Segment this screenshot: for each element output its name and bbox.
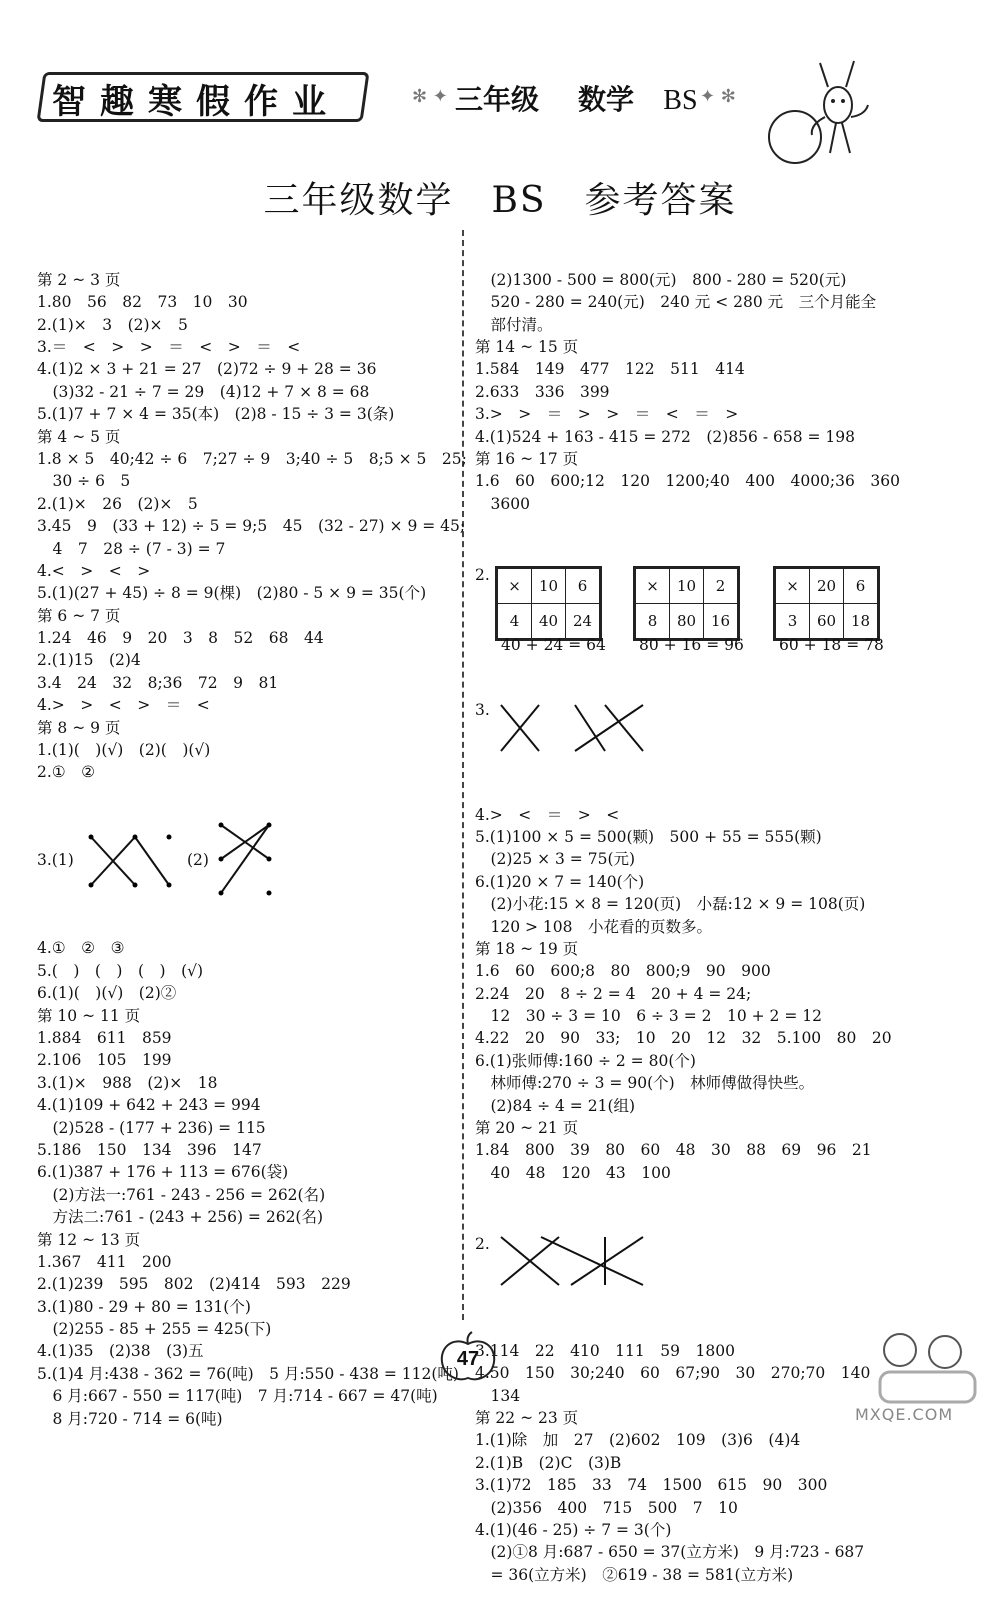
answer-line: 4.> < ＝ > < <box>475 805 620 824</box>
answer-line: 1.6 60 600;8 80 800;9 90 900 <box>475 962 771 981</box>
answer-line: 2.① ② <box>37 763 96 782</box>
section-heading: 第 8 ~ 9 页 <box>37 718 121 737</box>
answer-line: 方法二:761 - (243 + 256) = 262(名) <box>37 1208 324 1227</box>
answer-line: (2)356 400 715 500 7 10 <box>475 1498 738 1517</box>
answer-line: (2)1300 - 500 = 800(元) 800 - 280 = 520(元) <box>475 270 847 289</box>
table-sum: 60 + 18 = 78 <box>779 635 884 654</box>
section-heading: 第 18 ~ 19 页 <box>475 939 579 958</box>
answer-line: 2.106 105 199 <box>37 1051 172 1070</box>
table-cell: 16 <box>704 603 738 638</box>
table-cell: 60 <box>810 603 844 638</box>
table-cell: × <box>636 568 670 603</box>
answer-line: 4.(1)109 + 642 + 243 = 994 <box>37 1096 261 1115</box>
answer-line: 2.(1)× 3 (2)× 5 <box>37 315 188 334</box>
answer-line: 6.(1)张师傅:160 ÷ 2 = 80(个) <box>475 1051 696 1070</box>
column-divider <box>462 230 464 1320</box>
answer-line: 6 月:667 - 550 = 117(吨) 7 月:714 - 667 = 47(吨) <box>37 1387 438 1406</box>
multiplication-table <box>773 566 880 641</box>
table-cell: 2 <box>704 568 738 603</box>
answer-line: 1.(1)除 加 27 (2)602 109 (3)6 (4)4 <box>475 1431 801 1450</box>
table-cell: 4 <box>498 603 532 638</box>
answer-line: 3.(1)80 - 29 + 80 = 131(个) <box>37 1297 251 1316</box>
answer-line: 1.80 56 82 73 10 30 <box>37 293 248 312</box>
matching-lines-icon <box>85 831 175 891</box>
table-cell: 40 <box>532 603 566 638</box>
table-cell: 80 <box>670 603 704 638</box>
answer-line: 6.(1)20 × 7 = 140(个) <box>475 872 645 891</box>
answer-line: 3.4 24 32 8;36 72 9 81 <box>37 673 279 692</box>
answer-line: 5.( ) ( ) ( ) (√) <box>37 961 204 980</box>
answer-line: 1.367 411 200 <box>37 1252 172 1271</box>
answer-line: (2)528 - (177 + 236) = 115 <box>37 1118 266 1137</box>
answer-line: 520 - 280 = 240(元) 240 元 < 280 元 三个月能全 <box>475 293 877 312</box>
table-cell: 10 <box>532 568 566 603</box>
section-heading: 第 16 ~ 17 页 <box>475 449 579 468</box>
star-decoration-icon: ✻ ✦ <box>412 86 448 107</box>
page-number: 47 <box>456 1348 480 1370</box>
section-heading: 第 14 ~ 15 页 <box>475 337 579 356</box>
table-cell: 8 <box>636 603 670 638</box>
star-decoration-icon: ✦ ✻ <box>700 86 736 107</box>
answer-line: 4.22 20 90 33; 10 20 12 32 5.100 80 20 <box>475 1029 892 1048</box>
answer-line: 120 > 108 小花看的页数多。 <box>475 917 713 936</box>
header-banner <box>30 60 360 130</box>
answer-line: 3.114 22 410 111 59 1800 <box>475 1341 735 1360</box>
answer-line: = 36(立方米) ②619 - 38 = 581(立方米) <box>475 1565 794 1584</box>
answer-line: 部付清。 <box>475 315 553 334</box>
answer-line: 4.(1)35 (2)38 (3)五 <box>37 1342 204 1361</box>
matching-lines-icon <box>215 819 275 899</box>
table-cell: 18 <box>844 603 878 638</box>
answer-line: 1.84 800 39 80 60 48 30 88 69 96 21 <box>475 1141 872 1160</box>
header-grade: 三年级 <box>455 83 540 116</box>
page-title: 三年级数学 BS 参考答案 <box>263 180 737 221</box>
answer-line: 1.24 46 9 20 3 8 52 68 44 <box>37 629 324 648</box>
answer-line: 3600 <box>475 494 530 513</box>
answer-line: 4.50 150 30;240 60 67;90 30 270;70 140 <box>475 1364 871 1383</box>
tables-label: 2. <box>475 565 490 584</box>
matching-label: 3.(1) <box>37 850 74 869</box>
multiplication-table <box>633 566 740 641</box>
answer-line: 4.> > < > ＝ < <box>37 696 210 715</box>
matching-label: 3. <box>475 700 490 719</box>
answer-line: 1.8 × 5 40;42 ÷ 6 7;27 ÷ 9 3;40 ÷ 5 8;5 × 5 25; <box>37 449 467 468</box>
answer-line: (2)84 ÷ 4 = 21(组) <box>475 1096 636 1115</box>
table-cell: 3 <box>776 603 810 638</box>
section-heading: 第 2 ~ 3 页 <box>37 270 121 289</box>
matching-lines-icon <box>493 701 653 755</box>
answer-line: 3.(1)× 988 (2)× 18 <box>37 1073 218 1092</box>
multiplication-table <box>495 566 602 641</box>
answer-line: 4.① ② ③ <box>37 939 125 958</box>
answer-line: (3)32 - 21 ÷ 7 = 29 (4)12 + 7 × 8 = 68 <box>37 382 370 401</box>
table-sum: 80 + 16 = 96 <box>639 635 744 654</box>
answer-line: 30 ÷ 6 5 <box>37 472 131 491</box>
section-heading: 第 6 ~ 7 页 <box>37 606 121 625</box>
answer-line: 2.(1)15 (2)4 <box>37 651 141 670</box>
answer-line: 8 月:720 - 714 = 6(吨) <box>37 1409 223 1428</box>
answer-line: 林师傅:270 ÷ 3 = 90(个) 林师傅做得快些。 <box>475 1074 815 1093</box>
answer-line: 2.633 336 399 <box>475 382 610 401</box>
table-cell: 24 <box>566 603 600 638</box>
answer-line: 2.24 20 8 ÷ 2 = 4 20 + 4 = 24; <box>475 984 752 1003</box>
table-sum: 40 + 24 = 64 <box>501 635 606 654</box>
matching-label: 2. <box>475 1235 490 1253</box>
answer-line: 12 30 ÷ 3 = 10 6 ÷ 3 = 2 10 + 2 = 12 <box>475 1007 822 1026</box>
answer-line: 6.(1)( )(√) (2)② <box>37 984 177 1003</box>
answer-line: 3.> > ＝ > > ＝ < ＝ > <box>475 405 739 424</box>
answer-line: 4.(1)2 × 3 + 21 = 27 (2)72 ÷ 9 + 28 = 36 <box>37 360 377 379</box>
answer-line: 134 <box>475 1386 521 1405</box>
matching-label: (2) <box>187 850 209 869</box>
answer-line: 1.884 611 859 <box>37 1028 172 1047</box>
table-cell: 6 <box>566 568 600 603</box>
answer-line: 5.(1)4 月:438 - 362 = 76(吨) 5 月:550 - 438 = 112(吨) <box>37 1364 459 1383</box>
right-matching-block-2 <box>475 1229 965 1295</box>
answer-line: (2)255 - 85 + 255 = 425(下) <box>37 1320 272 1339</box>
table-cell: 20 <box>810 568 844 603</box>
answer-line: (2)方法一:761 - 243 - 256 = 262(名) <box>37 1185 326 1204</box>
section-heading: 第 22 ~ 23 页 <box>475 1408 579 1427</box>
table-cell: 6 <box>844 568 878 603</box>
answer-line: 2.(1)B (2)C (3)B <box>475 1453 622 1472</box>
answer-line: 4.(1)524 + 163 - 415 = 272 (2)856 - 658 = 198 <box>475 427 855 446</box>
answer-line: 4.< > < > <box>37 561 151 580</box>
left-column <box>37 224 467 1452</box>
answer-line: 2.(1)239 595 802 (2)414 593 229 <box>37 1275 351 1294</box>
answer-line: 4.(1)(46 - 25) ÷ 7 = 3(个) <box>475 1520 672 1539</box>
answer-line: 3.45 9 (33 + 12) ÷ 5 = 9;5 45 (32 - 27) × 9 = 45; <box>37 517 466 536</box>
right-matching-block-1 <box>475 695 965 759</box>
mascot-snowball-icon <box>750 55 880 165</box>
header-subject <box>455 78 698 118</box>
answer-line: 1.(1)( )(√) (2)( )(√) <box>37 741 211 760</box>
answer-line: 40 48 120 43 100 <box>475 1163 671 1182</box>
answer-line: 5.(1)7 + 7 × 4 = 35(本) (2)8 - 15 ÷ 3 = 3(条) <box>37 405 395 424</box>
answer-line: 5.186 150 134 396 147 <box>37 1140 262 1159</box>
banner-title: 智趣寒假作业 <box>52 82 340 122</box>
answer-line: 5.(1)(27 + 45) ÷ 8 = 9(棵) (2)80 - 5 × 9 = 35(个) <box>37 584 427 603</box>
left-matching-block <box>37 829 457 893</box>
header-edition: BS <box>663 85 698 116</box>
section-heading: 第 20 ~ 21 页 <box>475 1119 579 1138</box>
answer-line: 3.＝ < > > ＝ < > ＝ < <box>37 337 301 356</box>
table-cell: 10 <box>670 568 704 603</box>
answer-line: 1.6 60 600;12 120 1200;40 400 4000;36 360 <box>475 472 900 491</box>
answer-line: (2)25 × 3 = 75(元) <box>475 850 636 869</box>
answer-line: 1.584 149 477 122 511 414 <box>475 360 745 379</box>
answer-line: 5.(1)100 × 5 = 500(颗) 500 + 55 = 555(颗) <box>475 827 822 846</box>
section-heading: 第 4 ~ 5 页 <box>37 427 121 446</box>
answer-line: 2.(1)× 26 (2)× 5 <box>37 494 198 513</box>
answer-line: (2)①8 月:687 - 650 = 37(立方米) 9 月:723 - 687 <box>475 1543 865 1562</box>
watermark-text: MXQE.COM <box>855 1405 954 1424</box>
answer-line: 4 7 28 ÷ (7 - 3) = 7 <box>37 539 226 558</box>
table-cell: × <box>498 568 532 603</box>
multiplication-tables-block <box>475 560 965 654</box>
section-heading: 第 12 ~ 13 页 <box>37 1230 141 1249</box>
table-cell: × <box>776 568 810 603</box>
answer-line: 6.(1)387 + 176 + 113 = 676(袋) <box>37 1163 289 1182</box>
answer-line: 3.(1)72 185 33 74 1500 615 90 300 <box>475 1476 828 1495</box>
section-heading: 第 10 ~ 11 页 <box>37 1006 141 1025</box>
matching-lines-icon <box>493 1233 663 1291</box>
header-subject-name: 数学 <box>578 83 635 116</box>
answer-line: (2)小花:15 × 8 = 120(页) 小磊:12 × 9 = 108(页) <box>475 895 866 914</box>
